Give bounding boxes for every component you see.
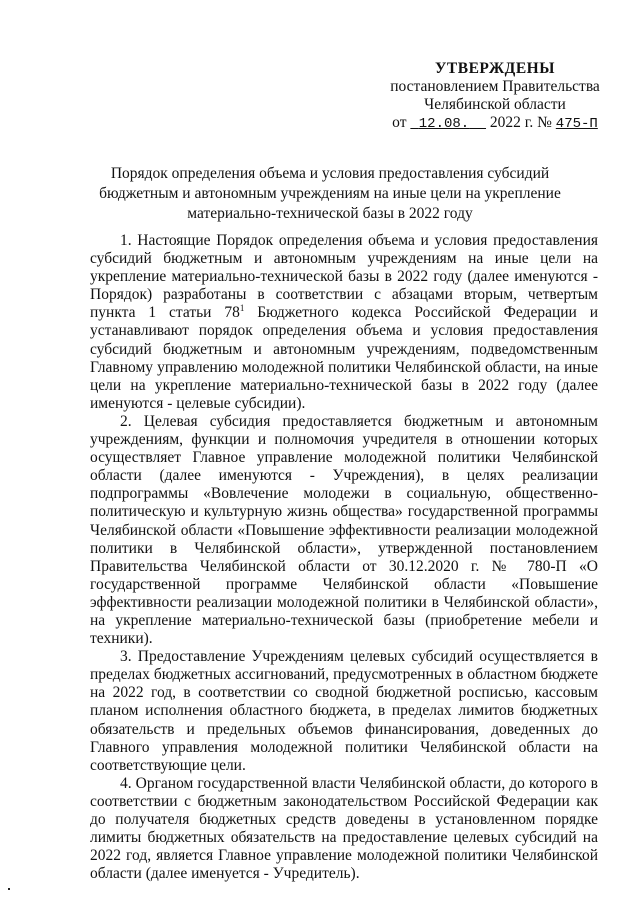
- approval-line-2: Челябинской области: [424, 96, 566, 113]
- title-line-2: бюджетным и автономным учреждениям на иные цели на укрепление: [99, 185, 561, 202]
- paragraph-1: 1. Настоящие Порядок определения объема и условия предоставления субсидий бюджетным и автономным учреждениям на иные цели на укрепление материально-технической базы в 2022 году (далее именуются - Порядок) разработаны в соответствии с абзацами вторым, четвертым пункта 1 статьи $78^1$ Бюджетного кодекса Российской Федерации и устанавливают порядок определения объема и условия предоставления субсидий бюджетным и автономным учреждениям, подведомственным Главному управлению молодежной политики Челябинской области, на иные цели на укрепление материально-технической базы в 2022 году (далее именуются - целевые субсидии).: [90, 232, 599, 412]
- superscript: 1: [239, 303, 245, 314]
- paragraph-3: 3. Предоставление Учреждениям целевых субсидий осуществляется в пределах бюджетных ассигнований, предусмотренных в областном бюджете на 2022 год, в соответствии со сводной бюджетной росписью, кассовым планом исполнения областного бюджета, в пределах лимитов бюджетных обязательств и предельных объемов финансирования, доведенных до Главного управления молодежной политики Челябинской области на соответствующие цели.: [90, 648, 598, 774]
- approval-heading: УТВЕРЖДЕНЫ: [435, 60, 555, 77]
- approval-date-line: [360, 114, 630, 133]
- paragraph-4: 4. Органом государственной власти Челябинской области, до которого в соответствии с бюджетным законодательством Российской Федерации как до получателя бюджетных средств доведены в установленном порядке лимиты бюджетных обязательств на предоставление целевых субсидий на 2022 год, является Главное управление молодежной политики Челябинской области (далее именуется - Учредитель).: [90, 774, 598, 883]
- document-title: [60, 164, 600, 224]
- date-prefix: от: [392, 114, 407, 131]
- document-body: [90, 232, 598, 883]
- approval-number: 475-П: [555, 116, 598, 132]
- scan-mark: [8, 888, 10, 890]
- approval-line-1: постановлением Правительства: [390, 78, 600, 95]
- title-line-3: материально-технической базы в 2022 году: [187, 205, 473, 222]
- title-line-1: Порядок определения объема и условия предоставления субсидий: [110, 165, 550, 182]
- approval-year: 2022 г. №: [489, 114, 552, 131]
- paragraph-2: 2. Целевая субсидия предоставляется бюджетным и автономным учреждениям, функции и полномочия учредителя в отношении которых осуществляет Главное управление молодежной политики Челябинской области (далее именуются - Учреждения), в целях реализации подпрограммы «Вовлечение молодежи в социальную, общественно-политическую и культурную жизнь общества» государственной программы Челябинской области «Повышение эффективности реализации молодежной политики в Челябинской области», утвержденной постановлением Правительства Челябинской области от 30.12.2020 г. № 780-П «О государственной программе Челябинской области «Повышение эффективности реализации молодежной политики в Челябинской области», на укрепление материально-технической базы (приобретение мебели и техники).: [90, 412, 598, 648]
- approval-date: 12.08.: [418, 116, 470, 132]
- approval-stamp: [360, 60, 630, 133]
